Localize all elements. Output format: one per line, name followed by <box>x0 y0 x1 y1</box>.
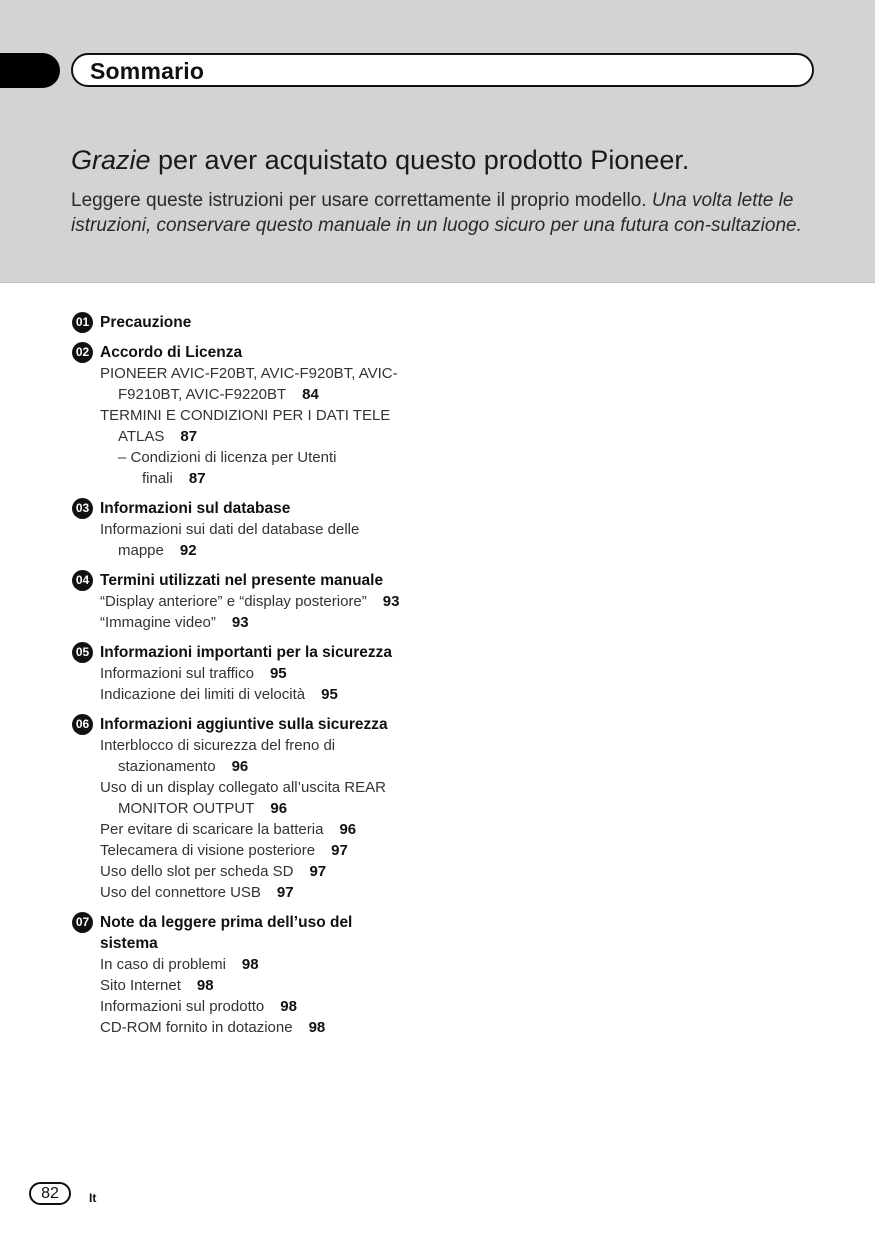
entry-text: “Immagine video” <box>100 614 216 631</box>
toc-entry[interactable] <box>100 996 472 1017</box>
entry-text: Indicazione dei limiti di velocità <box>100 686 306 703</box>
toc-subentry[interactable] <box>100 447 472 489</box>
toc-entry[interactable] <box>100 1017 472 1038</box>
entry-text: mappe <box>118 542 164 559</box>
toc-entry[interactable] <box>100 819 472 840</box>
page-number: 97 <box>276 884 294 901</box>
toc-section-01 <box>72 312 472 333</box>
chapter-badge: 07 <box>72 912 93 933</box>
entry-text: In caso di problemi <box>100 956 226 973</box>
toc-entry[interactable] <box>100 735 472 777</box>
entry-text: Informazioni sul prodotto <box>100 998 265 1015</box>
entry-text: PIONEER AVIC-F20BT, AVIC-F920BT, AVIC- <box>100 365 398 382</box>
toc-section-07 <box>72 912 472 1038</box>
chapter-badge: 01 <box>72 312 93 333</box>
entry-text: Informazioni sui dati del database delle <box>100 521 360 538</box>
entry-text: Informazioni sul traffico <box>100 665 254 682</box>
chapter-badge: 02 <box>72 342 93 363</box>
entry-text: Interblocco di sicurezza del freno di <box>100 737 336 754</box>
entry-text: “Display anteriore” e “display posteriore” <box>100 593 367 610</box>
toc-entry[interactable] <box>100 663 472 684</box>
page-number: 84 <box>302 386 319 403</box>
page-number: 93 <box>231 614 249 631</box>
chapter-badge: 05 <box>72 642 93 663</box>
toc-entry[interactable] <box>100 861 472 882</box>
toc-section-04 <box>72 570 472 633</box>
headline <box>71 145 831 176</box>
intro-italic: Una volta lette le istruzioni, conservare questo manuale in un luogo sicuro per una futura con-sultazione. <box>71 190 802 236</box>
toc-entry[interactable] <box>100 975 472 996</box>
page-number: 98 <box>280 998 297 1015</box>
entry-text: Telecamera di visione posteriore <box>100 842 316 859</box>
entry-text: CD-ROM fornito in dotazione <box>100 1019 293 1036</box>
toc-section-06 <box>72 714 472 903</box>
page-number: 92 <box>179 542 197 559</box>
toc-entry[interactable] <box>100 519 472 561</box>
page-number-badge: 82 <box>29 1182 71 1205</box>
entry-text: – Condizioni di licenza per Utenti <box>118 449 337 466</box>
page-number: 87 <box>188 470 206 487</box>
section-title[interactable]: Informazioni sul database <box>100 500 291 517</box>
chapter-badge: 03 <box>72 498 93 519</box>
table-of-contents <box>72 312 472 1047</box>
entry-text: finali <box>142 470 173 487</box>
entry-text: stazionamento <box>118 758 216 775</box>
section-tab-marker <box>0 53 60 88</box>
page-number: 97 <box>309 863 327 880</box>
toc-entry[interactable] <box>100 954 472 975</box>
section-title-cont[interactable]: sistema <box>100 935 158 952</box>
entry-text: Sito Internet <box>100 977 181 994</box>
entry-text: Per evitare di scaricare la batteria <box>100 821 324 838</box>
toc-entry[interactable] <box>100 882 472 903</box>
page-number: 96 <box>231 758 249 775</box>
section-title[interactable]: Note da leggere prima dell’uso del <box>100 914 353 931</box>
chapter-badge: 06 <box>72 714 93 735</box>
section-title[interactable]: Informazioni aggiuntive sulla sicurezza <box>100 716 388 733</box>
section-title[interactable]: Precauzione <box>100 314 192 331</box>
entry-text: Uso del connettore USB <box>100 884 261 901</box>
page-number: 98 <box>308 1019 326 1036</box>
page-number: 87 <box>180 428 198 445</box>
title-pill <box>71 53 814 87</box>
page-number: 95 <box>321 686 338 703</box>
toc-entry[interactable] <box>100 363 472 405</box>
entry-text: TERMINI E CONDIZIONI PER I DATI TELE <box>100 407 391 424</box>
page-number: 93 <box>382 593 400 610</box>
page-number: 97 <box>331 842 348 859</box>
toc-entry[interactable] <box>100 591 472 612</box>
page-number: 98 <box>196 977 214 994</box>
toc-entry[interactable] <box>100 684 472 705</box>
toc-section-02 <box>72 342 472 489</box>
page-number: 96 <box>270 800 288 817</box>
section-title[interactable]: Termini utilizzati nel presente manuale <box>100 572 384 589</box>
entry-text: F9210BT, AVIC-F9220BT <box>118 386 287 403</box>
language-code: It <box>89 1191 97 1205</box>
toc-entry[interactable] <box>100 777 472 819</box>
toc-entry[interactable] <box>100 612 472 633</box>
entry-text: Uso di un display collegato all’uscita REAR <box>100 779 386 796</box>
header-band <box>0 0 875 283</box>
toc-section-05 <box>72 642 472 705</box>
headline-rest: per aver acquistato questo prodotto Pioneer. <box>150 145 690 175</box>
entry-text: ATLAS <box>118 428 165 445</box>
toc-entry[interactable] <box>100 840 472 861</box>
toc-entry[interactable] <box>100 405 472 447</box>
page-number: 95 <box>269 665 287 682</box>
page-number: 96 <box>339 821 357 838</box>
section-title[interactable]: Informazioni importanti per la sicurezza <box>100 644 392 661</box>
entry-text: MONITOR OUTPUT <box>118 800 255 817</box>
entry-text: Uso dello slot per scheda SD <box>100 863 294 880</box>
section-title[interactable]: Accordo di Licenza <box>100 344 243 361</box>
toc-section-03 <box>72 498 472 561</box>
chapter-badge: 04 <box>72 570 93 591</box>
page-number: 98 <box>241 956 259 973</box>
headline-italic: Grazie <box>71 145 151 175</box>
intro-paragraph <box>71 189 811 238</box>
intro-normal: Leggere queste istruzioni per usare correttamente il proprio modello. <box>71 190 652 211</box>
page-title: Sommario <box>90 58 205 84</box>
